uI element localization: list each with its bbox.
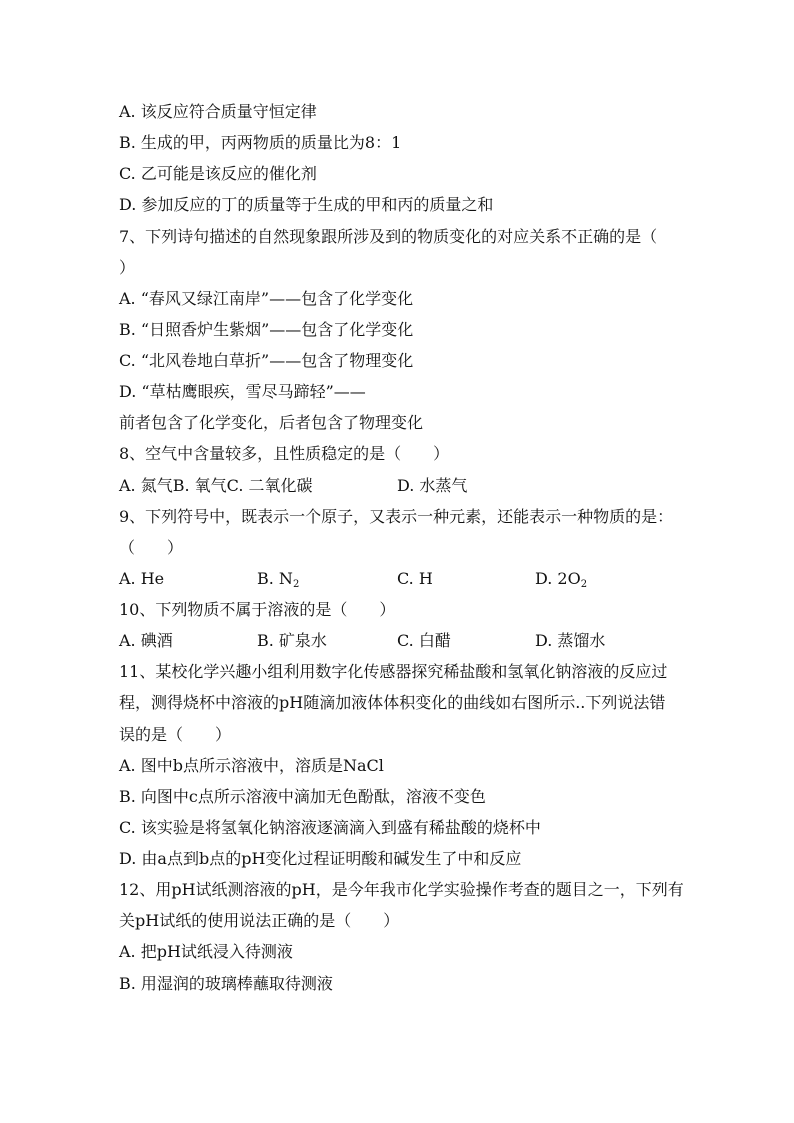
q10-stem: 10、下列物质不属于溶液的是（ ）	[119, 600, 396, 619]
q11-stem-line-2: 程，测得烧杯中溶液的pH随滴加液体体积变化的曲线如右图所示..下列说法错	[119, 693, 666, 713]
q6-option-d: D. 参加反应的丁的质量等于生成的甲和丙的质量之和	[119, 195, 494, 215]
q6-option-a: A. 该反应符合质量守恒定律	[119, 102, 317, 121]
q9-option-a-text: A. He	[119, 568, 165, 588]
q9-options-row	[119, 563, 699, 594]
q11-option-b: B. 向图中c点所示溶液中滴加无色酚酞，溶液不变色	[119, 786, 486, 806]
q11-option-c: C. 该实验是将氢氧化钠溶液逐滴滴入到盛有稀盐酸的烧杯中	[119, 817, 541, 837]
q12-option-a: A. 把pH试纸浸入待测液	[119, 942, 293, 962]
q9-option-d-subscript: 2	[580, 578, 588, 590]
q6-option-b: B. 生成的甲，丙两物质的质量比为8：1	[119, 133, 402, 153]
q9-option-c-text: C. H	[397, 568, 433, 588]
q7-option-a: A. “春风又绿江南岸”——包含了化学变化	[119, 288, 414, 308]
q10-option-d: D. 蒸馏水	[535, 631, 606, 651]
q7-option-d: D. “草枯鹰眼疾，雪尽马蹄轻”——	[119, 382, 366, 402]
q9-option-b	[257, 563, 299, 594]
q9-option-b-text: B. N	[257, 568, 293, 588]
q7-option-d-continued: 前者包含了化学变化，后者包含了物理变化	[119, 413, 424, 433]
q9-option-d	[535, 563, 587, 594]
q12-stem-line-2: 关pH试纸的使用说法正确的是（ ）	[119, 911, 400, 931]
q9-option-b-subscript: 2	[292, 578, 300, 590]
q10-option-b: B. 矿泉水	[257, 631, 327, 651]
q10-option-a: A. 碘酒	[119, 631, 173, 651]
q9-option-a	[119, 563, 164, 594]
q10-option-c: C. 白醋	[397, 631, 451, 651]
q11-option-a: A. 图中b点所示溶液中，溶质是NaCl	[119, 755, 384, 775]
q11-stem-line-3: 误的是（ ）	[119, 724, 232, 744]
q7-stem-line-2: ）	[119, 257, 136, 277]
q8-options-row	[119, 470, 699, 501]
q9-option-d-text: D. 2O	[535, 568, 581, 588]
q11-option-d: D. 由a点到b点的pH变化过程证明酸和碱发生了中和反应	[119, 849, 522, 868]
q7-option-c: C. “北风卷地白草折”——包含了物理变化	[119, 351, 414, 370]
q11-stem-line-1: 11、某校化学兴趣小组利用数字化传感器探究稀盐酸和氢氧化钠溶液的反应过	[119, 662, 668, 682]
q8-stem: 8、空气中含量较多，且性质稳定的是（ ）	[119, 444, 450, 464]
q9-stem-line-2: （ ）	[119, 537, 184, 557]
exam-content	[119, 96, 699, 999]
q7-option-b: B. “日照香炉生紫烟”——包含了化学变化	[119, 319, 414, 339]
q8-option-d: D. 水蒸气	[397, 475, 468, 495]
q12-option-b: B. 用湿润的玻璃棒蘸取待测液	[119, 973, 333, 993]
q9-stem-line-1: 9、下列符号中，既表示一个原子，又表示一种元素，还能表示一种物质的是：	[119, 506, 674, 526]
q12-stem-line-1: 12、用pH试纸测溶液的pH，是今年我市化学实验操作考查的题目之一，下列有	[119, 880, 684, 900]
q7-stem-line-1: 7、下列诗句描述的自然现象跟所涉及到的物质变化的对应关系不正确的是（	[119, 226, 658, 246]
q6-option-c: C. 乙可能是该反应的催化剂	[119, 164, 317, 184]
q10-options-row	[119, 625, 699, 656]
q8-options-abc: A. 氮气B. 氧气C. 二氧化碳	[119, 475, 313, 495]
q9-option-c	[397, 563, 433, 594]
